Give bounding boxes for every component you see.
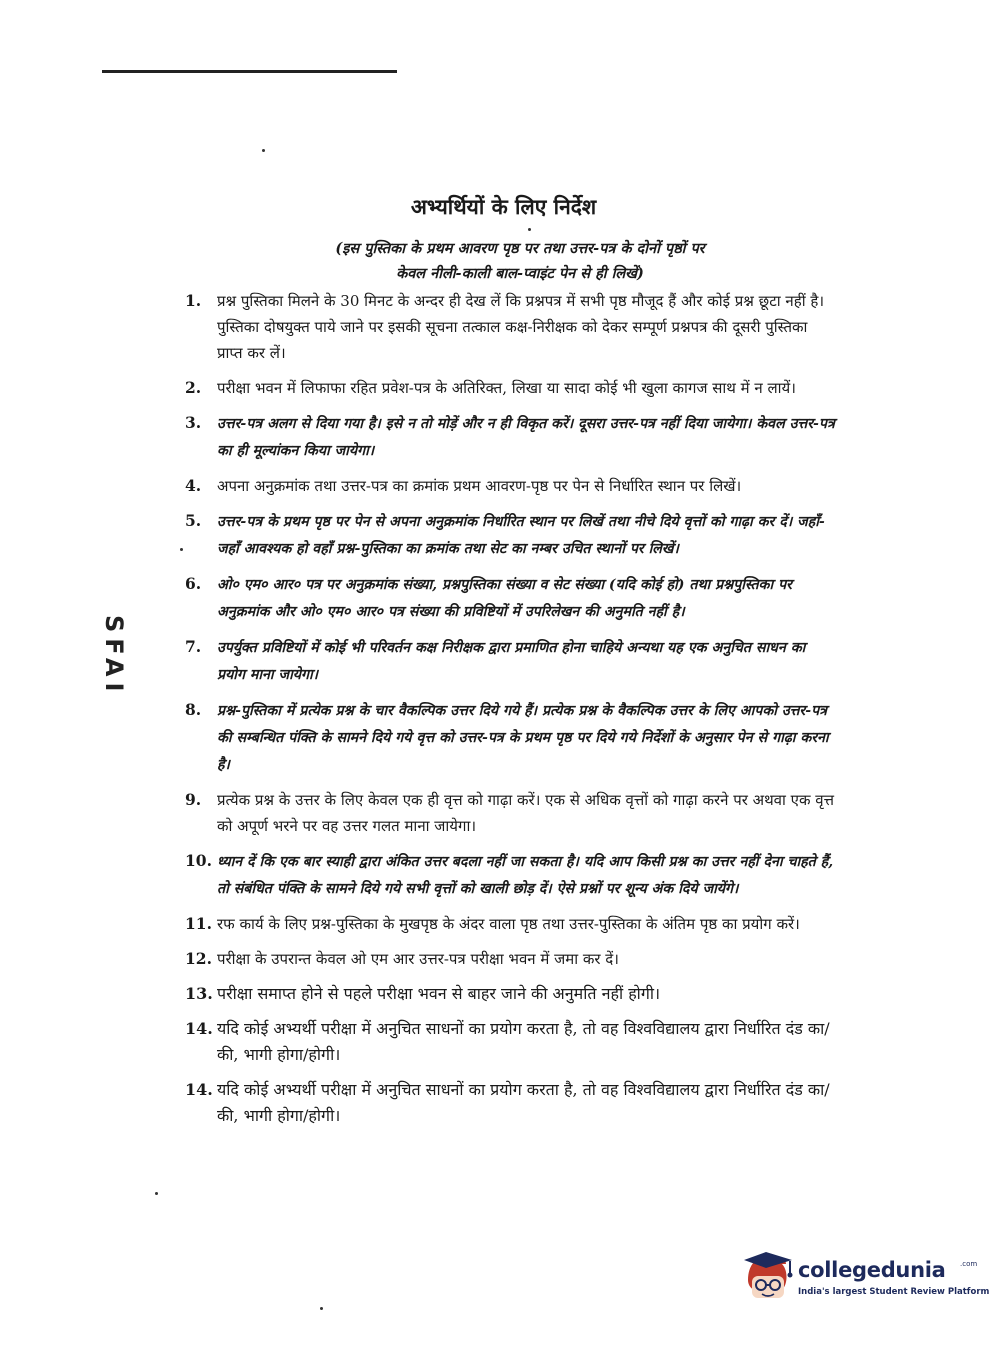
subtitle-line: (इस पुस्तिका के प्रथम आवरण पृष्ठ पर तथा उत्तर-पत्र के दोनों पृष्ठों पर: [335, 240, 705, 257]
instruction-item: [185, 1077, 835, 1129]
instruction-text: परीक्षा के उपरान्त केवल ओ एम आर उत्तर-पत्र परीक्षा भवन में जमा कर दें।: [217, 950, 619, 968]
instruction-text: प्रश्न पुस्तिका मिलने के 30 मिनट के अन्दर ही देख लें कि प्रश्नपत्र में सभी पृष्ठ मौजूद हैं और कोई प्रश्न छूटा नहीं है। पुस्तिका दोषयुक्त पाये जाने पर इसकी सूचना तत्काल कक्ष-निरीक्षक को देकर सम्पूर्ण प्रश्नपत्र की दूसरी पुस्तिका प्राप्त कर लें।: [217, 292, 825, 362]
instruction-text: यदि कोई अभ्यर्थी परीक्षा में अनुचित साधनों का प्रयोग करता है, तो वह विश्वविद्यालय द्वारा निर्धारित दंड का/की, भागी होगा/होगी।: [217, 1080, 830, 1125]
scan-speck: [320, 1307, 323, 1310]
instruction-number: 14.: [185, 1019, 213, 1038]
instruction-number: 2.: [185, 378, 202, 397]
instruction-number: 8.: [185, 700, 202, 719]
instruction-text: अपना अनुक्रमांक तथा उत्तर-पत्र का क्रमांक प्रथम आवरण-पृष्ठ पर पेन से निर्धारित स्थान पर लिखें।: [217, 477, 742, 495]
instruction-number: 12.: [185, 949, 212, 968]
instruction-number: 10.: [185, 851, 212, 870]
collegedunia-watermark: [742, 1246, 990, 1316]
instruction-text: ओ० एम० आर० पत्र पर अनुक्रमांक संख्या, प्रश्नपुस्तिका संख्या व सेट संख्या (यदि कोई हो) तथा प्रश्नपुस्तिका पर अनुक्रमांक और ओ० एम० आर० पत्र संख्या की प्रविष्टियों में उपरिलेखन की अनुमति नहीं है।: [217, 577, 792, 620]
instruction-number: 14.: [185, 1080, 213, 1099]
scan-speck: [180, 548, 183, 551]
brand-tagline: India's largest Student Review Platform: [798, 1287, 990, 1297]
scan-speck: [155, 1192, 158, 1195]
scan-speck: [528, 228, 531, 231]
instruction-number: 1.: [185, 291, 202, 310]
top-rule: [102, 70, 397, 73]
subtitle-line: केवल नीली-काली बाल-प्वाइंट पेन से ही लिखें): [396, 265, 644, 282]
instruction-item: [185, 911, 835, 937]
instruction-number: 4.: [185, 476, 202, 495]
instruction-item: [185, 697, 835, 778]
instruction-text: प्रत्येक प्रश्न के उत्तर के लिए केवल एक ही वृत्त को गाढ़ा करें। एक से अधिक वृत्तों को गाढ़ा करने पर अथवा एक वृत्त को अपूर्ण भरने पर वह उत्तर गलत माना जायेगा।: [217, 791, 834, 835]
instruction-text: रफ कार्य के लिए प्रश्न-पुस्तिका के मुखपृष्ठ के अंदर वाला पृष्ठ तथा उत्तर-पुस्तिका के अंतिम पृष्ठ का प्रयोग करें।: [217, 915, 800, 933]
instruction-number: 7.: [185, 637, 202, 656]
instruction-text: ध्यान दें कि एक बार स्याही द्वारा अंकित उत्तर बदला नहीं जा सकता है। यदि आप किसी प्रश्न का उत्तर नहीं देना चाहते हैं, तो संबंधित पंक्ति के सामने दिये गये सभी वृत्तों को खाली छोड़ दें। ऐसे प्रश्नों पर शून्य अंक दिये जायेंगे।: [217, 854, 834, 897]
instruction-item: [185, 848, 835, 902]
scan-speck: [262, 149, 265, 152]
instruction-item: [185, 946, 835, 972]
instruction-number: 9.: [185, 790, 202, 809]
side-code: SFAI: [100, 615, 128, 698]
instruction-item: [185, 410, 835, 464]
instruction-text: परीक्षा समाप्त होने से पहले परीक्षा भवन से बाहर जाने की अनुमति नहीं होगी।: [217, 984, 661, 1003]
instruction-text: यदि कोई अभ्यर्थी परीक्षा में अनुचित साधनों का प्रयोग करता है, तो वह विश्वविद्यालय द्वारा निर्धारित दंड का/की, भागी होगा/होगी।: [217, 1019, 830, 1064]
instruction-text: परीक्षा भवन में लिफाफा रहित प्रवेश-पत्र के अतिरिक्त, लिखा या सादा कोई भी खुला कागज साथ में न लायें।: [217, 379, 796, 397]
instruction-item: [185, 508, 835, 562]
instruction-item: [185, 1016, 835, 1068]
instruction-number: 6.: [185, 574, 202, 593]
instruction-item: [185, 634, 835, 688]
instruction-item: [185, 375, 835, 401]
instruction-number: 5.: [185, 511, 202, 530]
instruction-text: उत्तर-पत्र अलग से दिया गया है। इसे न तो मोड़ें और न ही विकृत करें। दूसरा उत्तर-पत्र नहीं दिया जायेगा। केवल उत्तर-पत्र का ही मूल्यांकन किया जायेगा।: [217, 416, 835, 459]
subtitle: [230, 236, 810, 286]
instruction-item: [185, 787, 835, 839]
instruction-number: 11.: [185, 914, 212, 933]
instruction-number: 3.: [185, 413, 202, 432]
brand-name: collegedunia: [798, 1258, 946, 1282]
instruction-text: उत्तर-पत्र के प्रथम पृष्ठ पर पेन से अपना अनुक्रमांक निर्धारित स्थान पर लिखें तथा नीचे दिये वृत्तों को गाढ़ा कर दें। जहाँ-जहाँ आवश्यक हो वहाँ प्रश्न-पुस्तिका का क्रमांक तथा सेट का नम्बर उचित स्थानों पर लिखें।: [217, 514, 825, 557]
instruction-item: [185, 981, 835, 1007]
instruction-text: उपर्युक्त प्रविष्टियों में कोई भी परिवर्तन कक्ष निरीक्षक द्वारा प्रमाणित होना चाहिये अन्यथा यह एक अनुचित साधन का प्रयोग माना जायेगा।: [217, 640, 806, 683]
instruction-item: [185, 288, 835, 366]
instruction-number: 13.: [185, 984, 213, 1003]
instruction-item: [185, 571, 835, 625]
page-title: अभ्यर्थियों के लिए निर्देश: [410, 194, 597, 219]
instruction-list: [185, 288, 835, 1138]
instruction-item: [185, 473, 835, 499]
brand-suffix: .com: [960, 1260, 978, 1268]
student-mascot-icon: [742, 1250, 794, 1306]
instruction-text: प्रश्न-पुस्तिका में प्रत्येक प्रश्न के चार वैकल्पिक उत्तर दिये गये हैं। प्रत्येक प्रश्न के वैकल्पिक उत्तर के लिए आपको उत्तर-पत्र की सम्बन्धित पंक्ति के सामने दिये गये वृत्त को उत्तर-पत्र के प्रथम पृष्ठ पर दिये गये निर्देशों के अनुसार पेन से गाढ़ा करना है।: [217, 703, 829, 773]
